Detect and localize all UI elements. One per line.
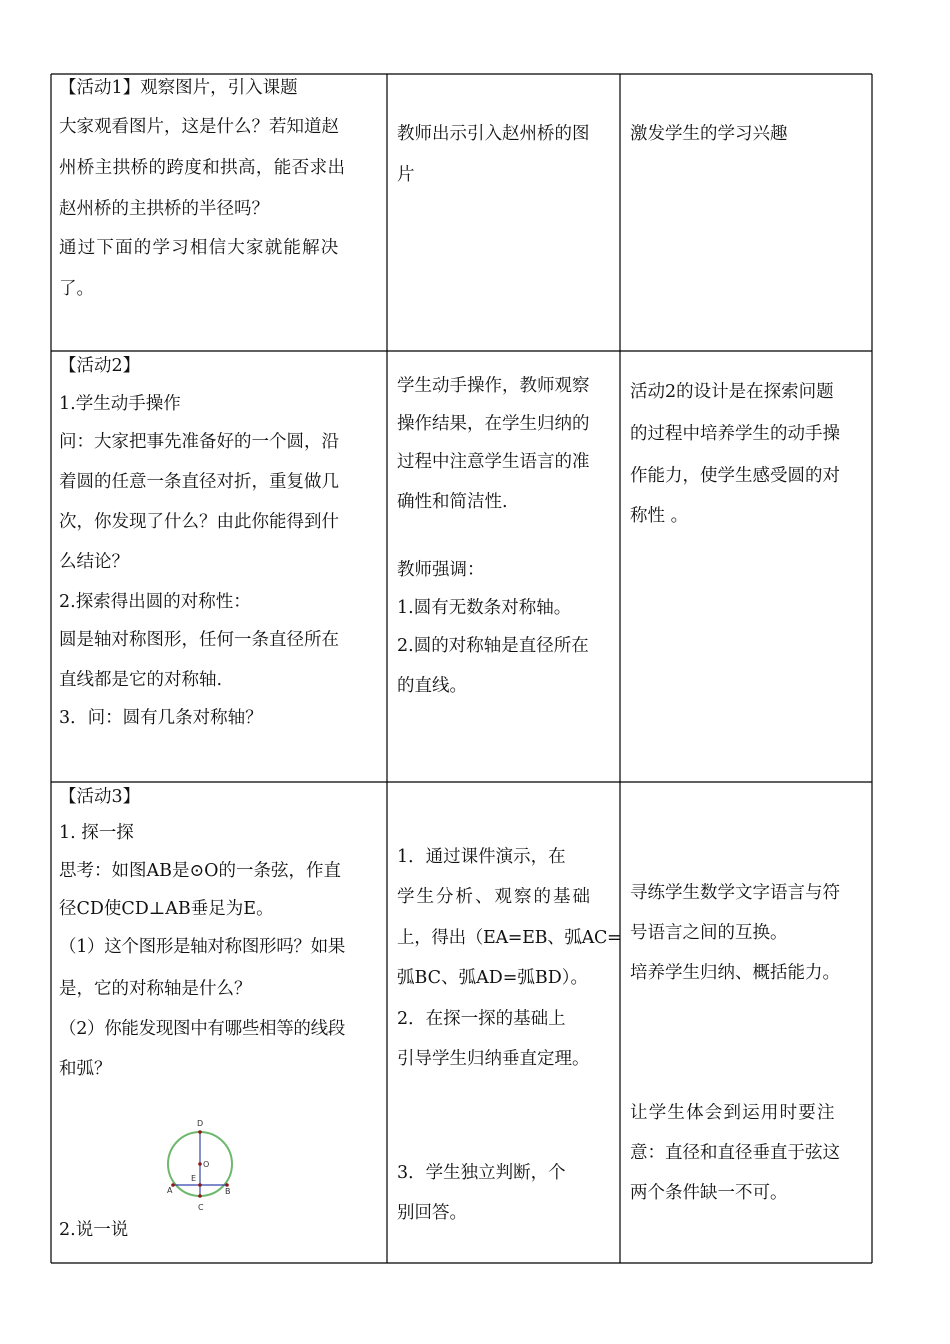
- text-line: 学生分析、观察的基础: [397, 887, 592, 907]
- activity2-heading: 【活动2】: [59, 356, 141, 376]
- text-line: 通过下面的学习相信大家就能解决: [59, 238, 340, 258]
- label-b: B: [225, 1187, 231, 1196]
- text-line: 1.圆有无数条对称轴。: [397, 598, 572, 618]
- label-o: O: [203, 1160, 210, 1169]
- label-a: A: [167, 1186, 173, 1195]
- point-d: [198, 1130, 202, 1134]
- text-line: 激发学生的学习兴趣: [630, 124, 788, 144]
- text-line: （2）你能发现图中有哪些相等的线段: [59, 1019, 346, 1039]
- point-c: [198, 1194, 202, 1198]
- text-line: 直线都是它的对称轴.: [59, 670, 223, 690]
- text-line: 操作结果，在学生归纳的: [397, 414, 590, 434]
- text-line: 上，得出（EA=EB、弧AC=: [397, 928, 622, 948]
- text-line: 径CD使CD⊥AB垂足为E。: [59, 899, 274, 919]
- text-line: 和弧？: [59, 1059, 112, 1079]
- text-line: 1. 探一探: [59, 823, 134, 843]
- text-line: 1.学生动手操作: [59, 394, 181, 414]
- text-line: 学生动手操作，教师观察: [397, 376, 590, 396]
- label-e: E: [191, 1174, 197, 1183]
- text-line: 么结论？: [59, 552, 129, 572]
- text-line: 弧BC、弧AD=弧BD）。: [397, 968, 589, 988]
- text-line: 州桥主拱桥的跨度和拱高，能否求出: [59, 158, 346, 178]
- text-line: 意：直径和直径垂直于弦这: [630, 1143, 840, 1163]
- point-e: [198, 1183, 202, 1187]
- text-line: 过程中注意学生语言的准: [397, 452, 590, 472]
- activity1-heading: 【活动1】观察图片，引入课题: [59, 78, 298, 98]
- text-line: 让学生体会到运用时要注: [630, 1103, 836, 1123]
- text-line: 1．通过课件演示，在: [397, 847, 566, 867]
- text-line: 是，它的对称轴是什么？: [59, 979, 252, 999]
- text-line: 2.探索得出圆的对称性：: [59, 592, 251, 612]
- text-line: 次，你发现了什么？由此你能得到什: [59, 512, 339, 532]
- text-line: 赵州桥的主拱桥的半径吗？: [59, 199, 269, 219]
- text-line: 2.说一说: [59, 1220, 129, 1240]
- text-line: 确性和简洁性.: [397, 492, 508, 512]
- text-line: 2．在探一探的基础上: [397, 1009, 566, 1029]
- text-line: 作能力，使学生感受圆的对: [630, 466, 840, 486]
- text-line: 引导学生归纳垂直定理。: [397, 1049, 590, 1069]
- text-line: 3．问：圆有几条对称轴？: [59, 708, 263, 728]
- text-line: 思考：如图AB是⊙O的一条弦，作直: [59, 861, 342, 881]
- point-o: [198, 1162, 202, 1166]
- text-line: 培养学生归纳、概括能力。: [630, 963, 840, 983]
- activity3-heading: 【活动3】: [59, 787, 141, 807]
- text-line: 圆是轴对称图形，任何一条直径所在: [59, 630, 339, 650]
- label-c: C: [198, 1203, 204, 1212]
- text-line: 3．学生独立判断，个: [397, 1163, 566, 1183]
- text-line: 寻练学生数学文字语言与符: [630, 883, 840, 903]
- text-line: 的直线。: [397, 676, 467, 696]
- label-d: D: [197, 1119, 204, 1128]
- text-line: 教师出示引入赵州桥的图: [397, 124, 590, 144]
- text-line: 别回答。: [397, 1203, 467, 1223]
- text-line: 问：大家把事先准备好的一个圆，沿: [59, 432, 339, 452]
- text-line: 的过程中培养学生的动手操: [630, 424, 840, 444]
- text-line: 活动2的设计是在探索问题: [630, 382, 834, 402]
- text-line: 着圆的任意一条直径对折，重复做几: [59, 472, 339, 492]
- text-line: 教师强调：: [397, 560, 485, 580]
- text-line: 称性 。: [630, 506, 689, 526]
- circle-chord-diagram: [160, 1114, 240, 1214]
- text-line: 大家观看图片，这是什么？若知道赵: [59, 117, 339, 137]
- text-line: 片: [397, 165, 415, 185]
- text-line: 了。: [59, 279, 94, 299]
- text-line: 2.圆的对称轴是直径所在: [397, 636, 589, 656]
- text-line: 两个条件缺一不可。: [630, 1183, 788, 1203]
- text-line: （1）这个图形是轴对称图形吗？如果: [59, 937, 346, 957]
- text-line: 号语言之间的互换。: [630, 923, 788, 943]
